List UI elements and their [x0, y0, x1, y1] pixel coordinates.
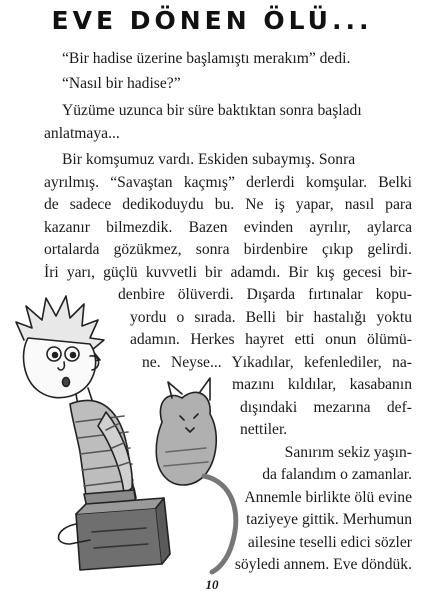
paragraph-4-line: denbire ölüverdi. Dışarda fırtınalar kopu-: [118, 286, 412, 303]
paragraph-5-line: Annemle birlikte ölü evine: [244, 489, 412, 506]
paragraph-2: “Nasıl bir hadise?”: [62, 75, 181, 92]
paragraph-4-line: ortalarda gözükmez, sonra birdenbire çıkıp gelirdi.: [44, 241, 412, 258]
page-number: 10: [205, 577, 219, 592]
paragraph-4-line: İri yarı, güçlü kuvvetli bir adamdı. Bir kış gecesi bir-: [44, 264, 412, 281]
paragraph-5-line: Sanırım sekiz yaşın-: [284, 444, 412, 461]
paragraph-4-line: mazını kıldılar, kasabanın: [232, 376, 412, 393]
boy-and-cat-illustration: [6, 282, 251, 582]
chapter-title: EVE DÖNEN ÖLÜ...: [51, 6, 373, 35]
paragraph-4-line: kazanır bilmezdik. Bazen evinden ayrılır, aylarca: [44, 219, 412, 236]
paragraph-1: “Bir hadise üzerine başlamıştı merakım” dedi.: [62, 50, 351, 67]
paragraph-5-line: söyledi annem. Eve döndük.: [234, 556, 412, 573]
paragraph-4-line: ne. Neyse... Yıkadılar, kefenlediler, na-: [142, 354, 412, 371]
paragraph-3-line-1: Yüzüme uzunca bir süre baktıktan sonra başladı: [62, 102, 362, 119]
paragraph-5-line: ailesine teselli edici sözler: [247, 534, 412, 551]
paragraph-4-line: yordu o sırada. Belli bir hastalığı yoktu: [130, 309, 412, 326]
paragraph-3-line-2: anlatmaya...: [44, 125, 120, 142]
paragraph-4-line: de sadece dedikoduydu bu. Ne iş yapar, nasıl para: [44, 196, 412, 213]
paragraph-4-line: dışındaki mezarına def-: [240, 399, 412, 416]
paragraph-4-line: ayrılmış. “Savaştan kaçmış” derlerdi komşular. Belki: [44, 174, 412, 191]
paragraph-5-line: taziyeye gittik. Merhumun: [246, 511, 412, 528]
paragraph-4-line: adamın. Herkes hayret etti onun ölümü-: [130, 331, 412, 348]
paragraph-4-line: nettiler.: [240, 421, 288, 438]
paragraph-4-line: Bir komşumuz vardı. Eskiden subaymış. Sonra: [62, 151, 356, 168]
paragraph-5-line: da falandım o zamanlar.: [262, 466, 412, 483]
